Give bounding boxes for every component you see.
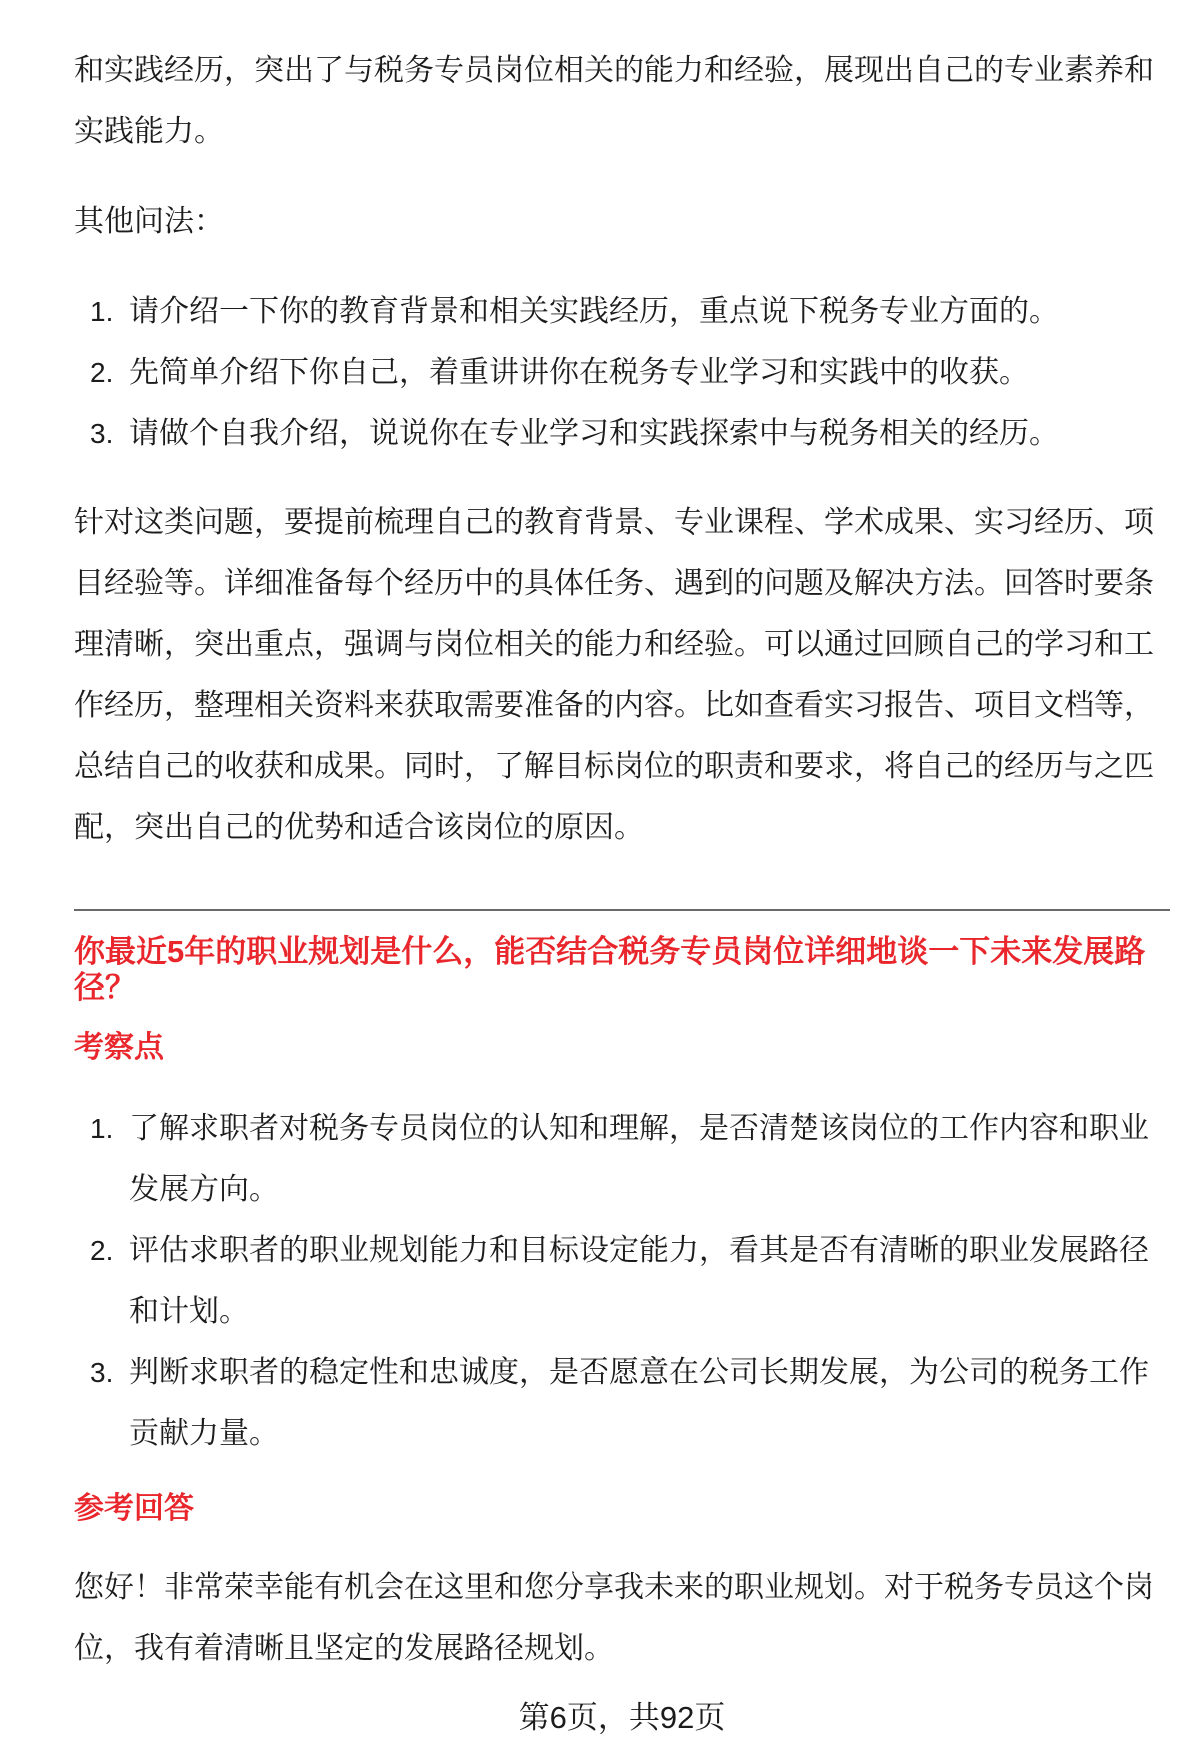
list-number: 2. xyxy=(90,357,114,388)
list-text: 请介绍一下你的教育背景和相关实践经历，重点说下税务专业方面的。 xyxy=(129,295,1059,328)
other-questions-label: 其他问法： xyxy=(74,205,224,238)
list-number: 3. xyxy=(90,1357,114,1388)
list-item xyxy=(74,1220,1164,1342)
answer-label: 参考回答 xyxy=(74,1492,194,1525)
advice-paragraph: 针对这类问题，要提前梳理自己的教育背景、专业课程、学术成果、实习经历、项目经验等。详细准备每个经历中的具体任务、遇到的问题及解决方法。回答时要条理清晰，突出重点，强调与岗位相关的能力和经验。可以通过回顾自己的学习和工作经历，整理相关资料来获取需要准备的内容。比如查看实习报告、项目文档等，总结自己的收获和成果。同时，了解目标岗位的职责和要求，将自己的经历与之匹配，突出自己的优势和适合该岗位的原因。 xyxy=(74,506,1154,844)
list-item xyxy=(74,1098,1164,1220)
continued-paragraph: 和实践经历，突出了与税务专员岗位相关的能力和经验，展现出自己的专业素养和实践能力。 xyxy=(74,54,1154,148)
answer-paragraph: 您好！非常荣幸能有机会在这里和您分享我未来的职业规划。对于税务专员这个岗位，我有着清晰且坚定的发展路径规划。 xyxy=(74,1571,1154,1665)
page-number: 第6页，共92页 xyxy=(518,1700,726,1735)
list-text: 请做个自我介绍，说说你在专业学习和实践探索中与税务相关的经历。 xyxy=(129,417,1059,450)
section-divider xyxy=(74,909,1170,911)
focus-label: 考察点 xyxy=(74,1031,164,1064)
list-item xyxy=(74,342,1164,403)
list-number: 2. xyxy=(90,1235,114,1266)
other-questions-list xyxy=(74,281,1164,464)
question-title: 你最近5年的职业规划是什么，能否结合税务专员岗位详细地谈一下未来发展路径？ xyxy=(74,934,1146,1005)
list-number: 1. xyxy=(90,1113,114,1144)
list-text: 了解求职者对税务专员岗位的认知和理解，是否清楚该岗位的工作内容和职业发展方向。 xyxy=(129,1112,1149,1206)
list-number: 1. xyxy=(90,296,114,327)
list-item xyxy=(74,403,1164,464)
list-text: 评估求职者的职业规划能力和目标设定能力，看其是否有清晰的职业发展路径和计划。 xyxy=(129,1234,1149,1328)
list-item xyxy=(74,1342,1164,1464)
list-number: 3. xyxy=(90,418,114,449)
focus-points-list xyxy=(74,1098,1164,1464)
list-text: 判断求职者的稳定性和忠诚度，是否愿意在公司长期发展，为公司的税务工作贡献力量。 xyxy=(129,1356,1149,1450)
list-item xyxy=(74,281,1164,342)
list-text: 先简单介绍下你自己，着重讲讲你在税务专业学习和实践中的收获。 xyxy=(129,356,1029,389)
